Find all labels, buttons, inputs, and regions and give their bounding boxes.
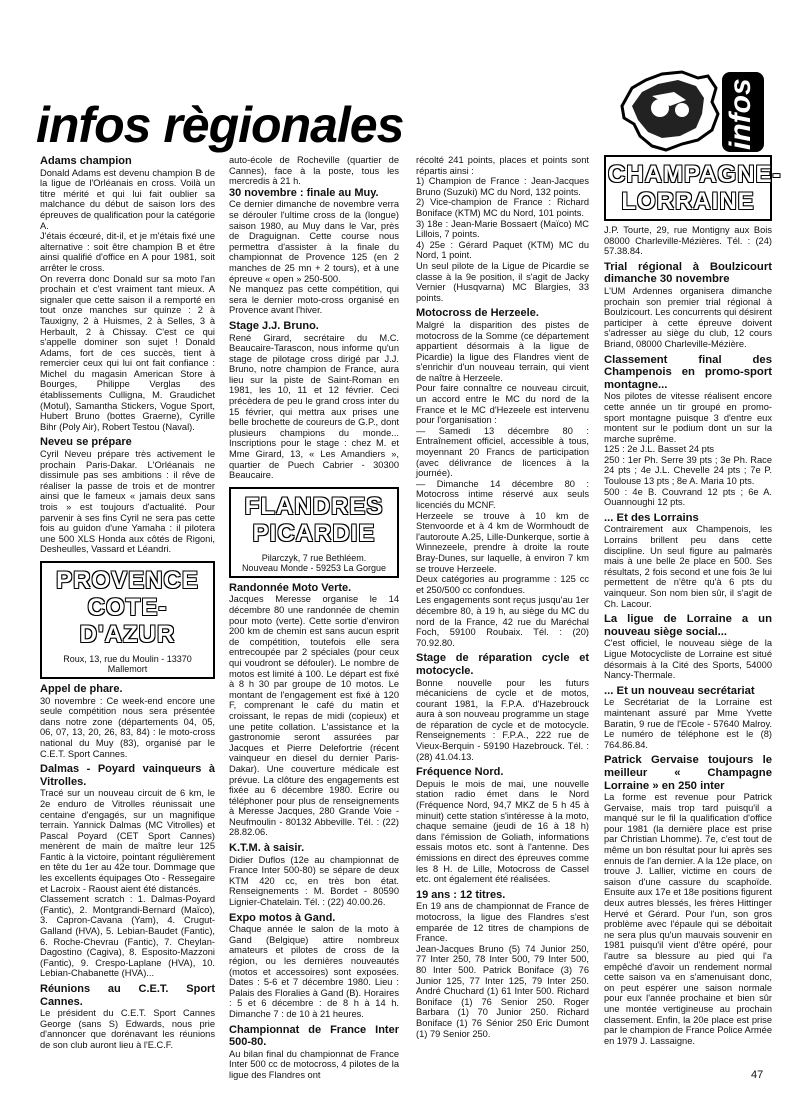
list-item: 2) Vice-champion de France : Richard Boniface (KTM) MC du Nord, 101 points.	[416, 197, 589, 218]
article-body: récolté 241 points, places et points sont répartis ainsi :	[416, 155, 589, 176]
article-heading: Randonnée Moto Verte.	[229, 581, 352, 594]
article-body: Jacques Meresse organise le 14 décembre 80 une randonnée de chemin pour moto (verte). Cette sortie d'environ 200 km de chemin est sans aucun esprit de compétition, toutefois elle sera entrecoupée par 2 spéciales (pour ceux qui voudront se défouler). Le nombre de motos est limité à 100. Le départ est fixé à 8 h 30 par groupe de 10 motos. Le montant de l'engagement est fixé à 120 F, comprenant le café du matin et croissant, le repas de midi (copieux) et une petite collation. L'assistance et la gastronomie seront assurées par Jacques et Pierre Delefortrie (récent vainqueur en diesel du dernier Paris-Dakar). Une couverture médicale est prévue. La clôture des engagements est fixée au 6 décembre 1980. Ecrire ou téléphoner pour plus de renseignements à Meresse Jacques, 280 Grande Voie - Neufmoulin - 80132 Abbeville. Tél. : (22) 28.82.06.	[229, 594, 399, 838]
article-heading: ... Et un nouveau secrétariat	[604, 684, 755, 697]
region-name: FLANDRES	[244, 492, 384, 520]
article-body: Donald Adams est devenu champion B de la ligue de l'Orléanais en cross. Voilà un titre mérité et qui lui fait oublier sa malchance du début de saison lors des épreuves de qualification pour la catégorie A.	[40, 167, 215, 231]
article-heading: Neveu se prépare	[40, 436, 132, 449]
article-heading: Adams champion	[40, 155, 132, 167]
article-body: Deux catégories au programme : 125 cc et 250/500 cc confondues.	[416, 574, 589, 595]
region-name: PROVENCE	[56, 566, 199, 594]
region-name: CHAMPAGNE-	[608, 161, 782, 188]
article-heading: Trial régional à Boulzicourt dimanche 30 novembre	[604, 260, 772, 286]
region-address: Pilarczyk, 7 rue Bethléem.	[261, 552, 367, 563]
article-body: Ce dernier dimanche de novembre verra se dérouler l'ultime cross de la (longue) saison 1980, au Muy dans le Var, près de Draguignan. Cette course nous permettra d'assister à la finale du championnat de Provence 125 (en 2 manches de 25 mn + 2 tours), et à une épreuve « open » 250-500.	[229, 199, 399, 284]
article-body: 250 : 1er Ph. Serre 39 pts ; 3e Ph. Race 24 pts ; 4e J.L. Chevelle 24 pts ; 7e P. Toulouse 13 pts ; 8e A. Maria 10 pts.	[604, 454, 772, 487]
column-1	[40, 155, 215, 1051]
article-heading: La ligue de Lorraine a un nouveau siège social...	[604, 613, 772, 638]
article-heading: Championnat de France Inter 500-80.	[229, 1023, 399, 1049]
article-heading: Stage J.J. Bruno.	[229, 319, 319, 332]
article-body: — Samedi 13 décembre 80 : Entraînement officiel, accessible à tous, moyennant 20 Francs de participation (avec délivrance de licences à la journée).	[416, 425, 589, 479]
article-body: Malgré la disparition des pistes de motocross de la Somme (ce département appartient désormais à la ligue de Picardie) la ligue des Flandres vient de s'enrichir d'un nouveau terrain, qui vient de naître à Herzeele.	[416, 319, 589, 383]
article-body: Les engagements sont reçus jusqu'au 1er décembre 80, à 19 h, au siège du MC du nord de la France, 42 rue du Maréchal Foch, 59100 Roubaix. Tél. : (20) 70.92.80.	[416, 595, 589, 648]
article-heading: Fréquence Nord.	[416, 766, 504, 779]
article-body: 125 : 2e J.L. Basset 24 pts	[604, 444, 715, 455]
article-body: Tracé sur un nouveau circuit de 6 km, le 2e enduro de Vitrolles réunissait une centaine d'engagés, sur un magnifique terrain. Yannick Dalmas (MC Vitrolles) et Pascal Poyard (CET Sport Cannes) menèrent de main de maître leur 125 Fantic à la victoire, pointant régulièrement en tête du 1er au 42e tour. Dommage que les excellents équipages Oto - Ressegaire et Lacroix - Raoust aient été distancés.	[40, 788, 215, 894]
article-body: Un seul pilote de la Ligue de Picardie se classe à la 9e position, il s'agit de Jacky Vernier (Husqvarna) MC Blargies, 33 points.	[416, 260, 589, 303]
article-body: Le Secrétariat de la Lorraine est maintenant assuré par Mme Yvette Baratin, 9 rue de l'Ecole - 57640 Malroy. Le numéro de téléphone est le (8) 764.86.84.	[604, 697, 772, 750]
article-heading: 30 novembre : finale au Muy.	[229, 186, 379, 199]
article-body: Chaque année le salon de la moto à Gand (Belgique) attire nombreux amateurs et pilotes de cross de la région, ou les dernières nouveautés (motos et accessoires) sont exposées. Dates : 5-6 et 7 décembre 1980. Lieu : Palais des Floralies à Gand (B). Horaires : 5 et 6 décembre : de 8 h à 14 h. Dimanche 7 : de 10 à 21 heures.	[229, 924, 399, 1019]
article-body: J'étais écœuré, dit-il, et je m'étais fixé une alternative : soit être champion B et être ainsi qualifié d'office en A pour 1981, soit arrêter le cross.	[40, 231, 215, 273]
article-body: Herzeele se trouve à 10 km de Stenvoorde et à 4 km de Wormhoudt de l'autoroute A.25, Lille-Dunkerque, sortie à Winnezeele, prendre à droite la route Bray-Dunes, sur laquelle, à environ 7 km se trouve Herzeele.	[416, 510, 589, 574]
region-address: Nouveau Monde - 59253 La Gorgue	[241, 563, 387, 574]
list-item: 1) Champion de France : Jean-Jacques Bruno (Suzuki) MC du Nord, 132 points.	[416, 176, 589, 197]
page-number: 47	[751, 1069, 764, 1081]
article-heading: K.T.M. à saisir.	[229, 842, 305, 855]
region-name: LORRAINE	[621, 188, 755, 215]
column-2	[229, 155, 399, 1081]
article-body: Nos pilotes de vitesse réalisent encore cette année un tir groupé en promo-sport montagne puisque 3 d'entre eux montent sur le podium dont un sur la marche suprême.	[604, 391, 772, 444]
article-heading: Patrick Gervaise toujours le meilleur « Champagne Lorraine » en 250 inter	[604, 754, 772, 792]
page-title: infos règionales	[36, 97, 404, 153]
article-heading: Expo motos à Gand.	[229, 911, 336, 924]
list-item: 4) 25e : Gérard Paquet (KTM) MC du Nord, 1 point.	[416, 239, 589, 261]
article-heading: Motocross de Herzeele.	[416, 307, 539, 320]
article-heading: 19 ans : 12 titres.	[416, 888, 506, 901]
logo-text: infos	[724, 78, 757, 150]
article-heading: Classement final des Champenois en promo-sport montagne...	[604, 353, 772, 391]
article-body: auto-école de Rocheville (quartier de Cannes), face à la poste, tous les mercredis à 21 h.	[229, 155, 399, 187]
article-heading: Dalmas - Poyard vainqueurs à Vitrolles.	[40, 763, 215, 788]
column-3	[416, 155, 589, 1039]
article-body: Bonne nouvelle pour les futurs mécaniciens de cycle et de motos, courant 1981, la F.P.A. d'Hazebrouck aura à son nouveau programme un stage de réparation de cycle et de motocycle. Renseignements : F.P.A., 222 rue de Vieux-Berquin - 59190 Hazebrouck. Tél. : (28) 41.04.13.	[416, 677, 589, 762]
article-body: Le président du C.E.T. Sport Cannes George (sans S) Edwards, nous prie d'annoncer que dorénavant les réunions de son club auront lieu à l'E.C.F.	[40, 1008, 215, 1050]
article-body: Ne manquez pas cette compétition, qui sera le dernier moto-cross organisé en Provence avant l'hiver.	[229, 284, 399, 316]
article-body: Jean-Jacques Bruno (5) 74 Junior 250, 77 Inter 250, 78 Inter 500, 79 Inter 500, 80 Inter 500. Patrick Boniface (3) 76 Junior 125, 77 Inter 125, 79 Inter 250. André Chuchard (1) 61 Inter 500. Richard Boniface (1) 76 Senior 250. Roger Barbara (1) 70 Junior 250. Richard Boniface (1) 76 Sénior 250 Eric Dumont (1) 79 Senior 250.	[416, 943, 589, 1039]
article-heading: Réunions au C.E.T. Sport Cannes.	[40, 983, 215, 1008]
region-name: COTE-D'AZUR	[79, 593, 176, 648]
article-body: Pour faire connaître ce nouveau circuit, un accord entre le MC du nord de la France et le MC d'Hezeele est intervenu pour l'organisation :	[416, 383, 589, 426]
column-4	[604, 155, 782, 1046]
region-address: J.P. Tourte, 29, rue Montigny aux Bois 08000 Charleville-Mézières. Tél. : (24) 57.38.84.	[604, 225, 772, 257]
article-body: Depuis le mois de mai, une nouvelle station radio émet dans le Nord (Fréquence Nord, 94,7 MKZ de 5 h 45 à minuit) cette station s'intéresse à la moto, chaque semaine (jeudi de 16 à 18 h) dans l'émission de Goliath, informations essais motos etc. sont à l'antenne. Des émissions en direct des épreuves comme les 8 H. de Lille, Motocross de Cassel etc. ont également été réalisées.	[416, 778, 589, 885]
region-address: Roux, 13, rue du Moulin - 13370	[63, 653, 192, 664]
article-heading: Appel de phare.	[40, 682, 123, 695]
article-body: L'UM Ardennes organisera dimanche prochain son premier trial régional à Boulzicourt. Les concurrents qui désirent participer à cette épreuve doivent s'adresser au siège du club, 12 cours Briand, 08000 Charleville-Mézière.	[604, 285, 772, 349]
article-body: Cyril Neveu prépare très activement le prochain Paris-Dakar. L'Orléanais ne dissimule pas ses ambitions : il rêve de réaliser la passe de trois et de montrer ainsi que le fameux « jamais deux sans trois » est toujours d'actualité. Pour parvenir à ses fins Cyril ne sera pas cette fois au guidon d'une Yamaha : il pilotera une 500 XLS Honda aux côtés de Rigoni, Desheulles, Vassard et Léandri.	[40, 449, 215, 555]
region-box-champagne	[604, 155, 782, 221]
article-body: 30 novembre : Ce week-end encore une seule compétition nous sera présentée dans notre zone (départements 04, 05, 06, 07, 13, 20, 26, 83, 84) : le moto-cross national du Muy (83), organisé par le C.E.T. Sport Cannes.	[40, 695, 215, 759]
article-body: On reverra donc Donald sur sa moto l'an prochain et c'est vraiment tant mieux. A signaler que cette saison il a remporté en tout onze manches sur quinze : 2 à Tauxigny, 2 à Huismes, 2 à Selles, 3 à Herbault, 2 à Chissay. C'est ce qui s'appelle dominer son sujet ! Donald Adams, fort de ces succès, tient à remercier ceux qui lui ont fait confiance : Michel du magasin American Store à Bourges, Philippe Verglas des établissements Culligna, M. Graudichet (Motul), Samantha Stickers, Vogue Sport, Hubert Bruno (bottes Graerne), Cyrille Bihr (Poly Air), Robert Testou (Naval).	[40, 273, 215, 432]
region-address: Mallemort	[107, 664, 148, 675]
region-box-provence	[40, 561, 215, 679]
region-name: PICARDIE	[252, 519, 376, 547]
article-body: La forme est revenue pour Patrick Gervaise, mais trop tard puisqu'il a manqué sur le fil la qualification d'office pour 1981 (la dernière place est prise par Christian Lhomme). 7e, c'est tout de même un bon résultat pour lui après ses ennuis de l'an dernier. A la 12e place, on trouve J. Lallier, victime en cours de saison d'une cassure du scaphoïde. Ensuite aux 17e et 18e positions figurent deux autres blessés, les frères Hittinger Hervé et Gérard. Pour l'un, son gros problème avec l'épaule qui se déboitait ne sera plus qu'un mauvais souvenir en 1981 puisqu'il vient d'être opéré, pour l'autre sa blessure au pied qui l'a empêché d'avoir un rendement normal cette saison va en s'amenuisant donc, on peut espérer une saison normale pour eux l'année prochaine et bien sûr une montée vertigineuse au prochain classement. Enfin, la 20e place est prise par le champion de France Police Armée en 1979 J. Lassaigne.	[604, 792, 772, 1046]
article-body: Classement scratch : 1. Dalmas-Poyard (Fantic), 2. Montgrandi-Bernard (Maïco), 3. Capron-Cavana (Yam), 4. Crugut-Galland (HVA), 5. Lebian-Baudet (Fantic), 6. Roche-Chevrau (Fantic), 7. Cheylan-Dagostino (Cagiva), 8. Esposito-Mazzoni (Fantic), 9. Crespo-Laplane (HVA), 10. Lebian-Chabanette (HVA)...	[40, 894, 215, 979]
list-item: 3) 18e : Jean-Marie Bossaert (Maïco) MC Lillois, 7 points.	[416, 218, 589, 240]
article-body: Contrairement aux Champenois, les Lorrains brillent peu dans cette discipline. Un seul figure au palmarès mais à une belle 2e place en 500. Ses résultats, 2 fois second et une fois 3e lui permettent de n'être qu'à 6 pts du vainqueur. Son nom bien sûr, il s'agit de Ch. Lacour.	[604, 524, 772, 609]
region-box-flandres	[229, 487, 399, 578]
article-heading: Stage de réparation cycle et motocycle.	[416, 652, 589, 677]
article-body: Didier Duflos (12e au championnat de France Inter 500-80) se sépare de deux KTM 420 cc, en très bon état. Renseignements : M. Bordet - 80590 Lignier-Chatelain. Tél. : (22) 40.00.26.	[229, 854, 399, 908]
article-body: René Girard, secrétaire du M.C. Beaucaire-Tarascon, nous informe qu'un stage de pilotage cross dirigé par J.J. Bruno, notre champion de France, aura lieu sur la piste de Saint-Roman en 1981, les 10, 11 et 12 février. Ceci précèdera de peu le grand cross inter du 15 février, qui mettra aux prises une belle brochette de coureurs de G.P., dont plusieurs champions du monde... Inscriptions pour le stage : chez M. et Mme Girard, 13, « Les Amandiers », quartier de Puech Cabrier - 30300 Beaucaire.	[229, 332, 399, 481]
article-body: Au bilan final du championnat de France Inter 500 cc de motocross, 4 pilotes de la ligue des Flandres ont	[229, 1048, 399, 1080]
infos-logo	[612, 66, 770, 156]
article-body: — Dimanche 14 décembre 80 : Motocross intime réservé aux seuls licenciés du MCNF.	[416, 478, 589, 510]
article-body: En 19 ans de championnat de France de motocross, la ligue des Flandres s'est emparée de 12 titres de champions de France.	[416, 901, 589, 944]
article-heading: ... Et des Lorrains	[604, 511, 699, 524]
article-body: C'est officiel, le nouveau siège de la Ligue Motocycliste de Lorraine est situé désormais à la Cité des Sports, 54000 Nancy-Thermale.	[604, 638, 772, 681]
article-body: 500 : 4e B. Couvrand 12 pts ; 6e A. Ouannoughi 12 pts.	[604, 486, 772, 508]
